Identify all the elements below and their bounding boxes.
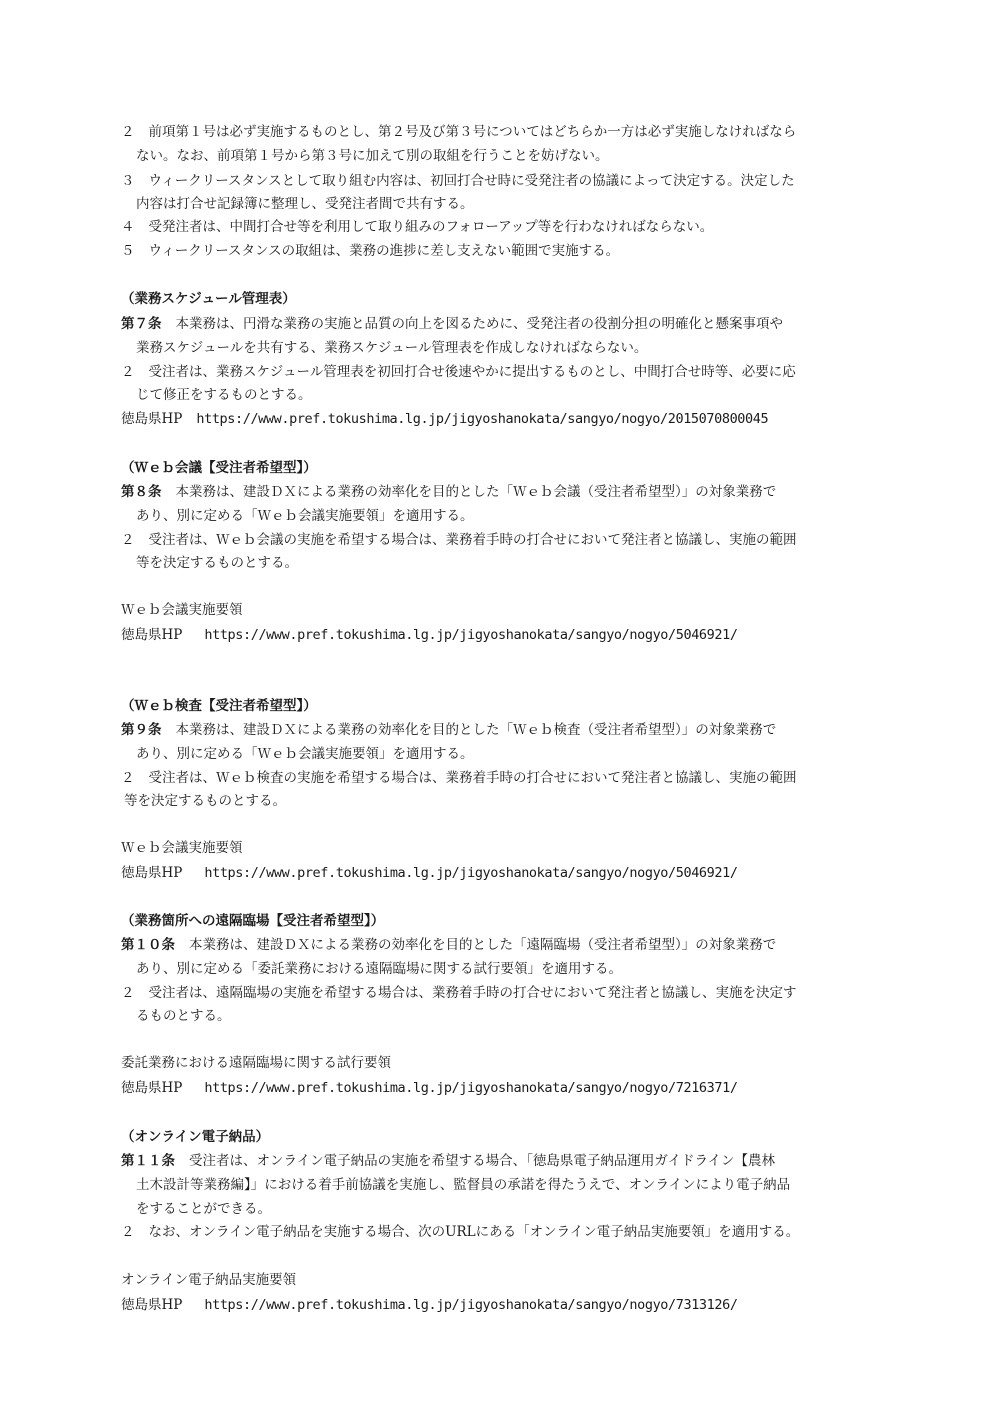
- sec7-para-2-line-2: じて修正をするものとする。: [136, 387, 312, 403]
- sec6-para-2-number: ２: [121, 124, 135, 140]
- sec11-doc-title: オンライン電子納品実施要領: [121, 1272, 297, 1288]
- sec10-para-1-line-2: あり、別に定める「委託業務における遠隔臨場に関する試行要領」を適用する。: [136, 961, 622, 977]
- sec7-para-1-text-1: 本業務は、円滑な業務の実施と品質の向上を図るために、受発注者の役割分担の明確化と懸案事項や: [175, 316, 783, 332]
- sec7-heading: （業務スケジュール管理表）: [121, 291, 296, 307]
- sec9-heading: （Ｗｅｂ検査【受注者希望型】）: [121, 698, 317, 714]
- sec8-link-line: [121, 625, 738, 645]
- sec9-para-2-number: ２: [121, 770, 135, 786]
- sec10-para-2-number: ２: [121, 985, 135, 1001]
- sec9-link-url[interactable]: https://www.pref.tokushima.lg.jp/jigyoshanokata/sangyo/nogyo/5046921/: [204, 865, 738, 881]
- sec9-para-2-text-1: 受注者は、Ｗｅｂ検査の実施を希望する場合は、業務着手時の打合せにおいて発注者と協議し、実施の範囲: [148, 770, 797, 786]
- sec8-para-1-text-1: 本業務は、建設ＤＸによる業務の効率化を目的とした「Ｗｅｂ会議（受注者希望型）」の対象業務で: [175, 484, 777, 500]
- sec8-article-number: 第８条: [121, 484, 162, 500]
- sec11-link-label: 徳島県HP: [121, 1297, 183, 1313]
- sec10-doc-title: 委託業務における遠隔臨場に関する試行要領: [121, 1055, 391, 1071]
- sec7-article-number: 第７条: [121, 316, 162, 332]
- sec9-para-1-line-1: [121, 720, 776, 740]
- sec6-para-4-line-1: [121, 217, 713, 237]
- sec11-para-1-text-1: 受注者は、オンライン電子納品の実施を希望する場合、「徳島県電子納品運用ガイドライン【農林: [189, 1153, 776, 1169]
- sec6-para-5-text-1: ウィークリースタンスの取組は、業務の進捗に差し支えない範囲で実施する。: [148, 243, 620, 259]
- sec9-article-number: 第９条: [121, 722, 162, 738]
- sec7-link-line: [121, 409, 768, 429]
- sec6-para-4-text-1: 受発注者は、中間打合せ等を利用して取り組みのフォローアップ等を行わなければならない。: [148, 219, 714, 235]
- sec7-link-label: 徳島県HP: [121, 411, 183, 427]
- sec7-para-1-line-1: [121, 314, 783, 334]
- sec6-para-2-text-1: 前項第１号は必ず実施するものとし、第２号及び第３号についてはどちらか一方は必ず実施しなければなら: [148, 124, 797, 140]
- sec6-para-5-line-1: [121, 241, 619, 261]
- sec8-para-2-number: ２: [121, 532, 135, 548]
- sec7-para-1-line-2: 業務スケジュールを共有する、業務スケジュール管理表を作成しなければならない。: [136, 340, 648, 356]
- sec11-heading: （オンライン電子納品）: [121, 1129, 270, 1145]
- sec8-para-2-line-1: [121, 530, 797, 550]
- sec10-para-2-line-2: るものとする。: [136, 1008, 231, 1024]
- sec10-article-number: 第１０条: [121, 937, 175, 953]
- sec10-para-1-line-1: [121, 935, 776, 955]
- sec6-para-3-text-1: ウィークリースタンスとして取り組む内容は、初回打合せ時に受発注者の協議によって決定する。決定した: [148, 173, 795, 189]
- sec11-para-1-line-1: [121, 1151, 775, 1171]
- sec10-para-2-line-1: [121, 983, 797, 1003]
- sec11-link-url[interactable]: https://www.pref.tokushima.lg.jp/jigyoshanokata/sangyo/nogyo/7313126/: [204, 1297, 738, 1313]
- sec9-doc-title: Ｗｅｂ会議実施要領: [121, 840, 243, 856]
- sec11-article-number: 第１１条: [121, 1153, 175, 1169]
- sec9-para-1-line-2: あり、別に定める「Ｗｅｂ会議実施要領」を適用する。: [136, 746, 474, 762]
- sec7-para-2-line-1: [121, 362, 796, 382]
- sec9-para-2-line-2: 等を決定するものとする。: [124, 793, 286, 809]
- sec11-link-line: [121, 1295, 738, 1315]
- sec10-heading: （業務箇所への遠隔臨場【受注者希望型】）: [121, 913, 385, 929]
- sec8-link-label: 徳島県HP: [121, 627, 183, 643]
- sec8-doc-title: Ｗｅｂ会議実施要領: [121, 602, 243, 618]
- sec11-para-1-line-2: 土木設計等業務編】」における着手前協議を実施し、監督員の承諾を得たうえで、オンラインにより電子納品: [136, 1177, 791, 1193]
- sec6-para-4-number: ４: [121, 219, 135, 235]
- sec9-link-line: [121, 863, 738, 883]
- sec9-link-label: 徳島県HP: [121, 865, 183, 881]
- sec10-link-url[interactable]: https://www.pref.tokushima.lg.jp/jigyoshanokata/sangyo/nogyo/7216371/: [204, 1080, 738, 1096]
- sec9-para-1-text-1: 本業務は、建設ＤＸによる業務の効率化を目的とした「Ｗｅｂ検査（受注者希望型）」の対象業務で: [175, 722, 777, 738]
- sec11-para-2-number: ２: [121, 1224, 135, 1240]
- sec8-heading: （Ｗｅｂ会議【受注者希望型】）: [121, 460, 317, 476]
- sec6-para-3-line-2: 内容は打合せ記録簿に整理し、受発注者間で共有する。: [136, 196, 474, 212]
- sec8-para-2-line-2: 等を決定するものとする。: [136, 555, 298, 571]
- sec7-link-url[interactable]: https://www.pref.tokushima.lg.jp/jigyoshanokata/sangyo/nogyo/2015070800045: [196, 411, 769, 427]
- sec11-para-1-line-3: をすることができる。: [136, 1201, 271, 1217]
- sec8-para-1-line-1: [121, 482, 776, 502]
- sec6-para-5-number: ５: [121, 243, 135, 259]
- sec6-para-2-line-2: ない。なお、前項第１号から第３号に加えて別の取組を行うことを妨げない。: [136, 148, 609, 164]
- sec10-para-2-text-1: 受注者は、遠隔臨場の実施を希望する場合は、業務着手時の打合せにおいて発注者と協議し、実施を決定す: [148, 985, 797, 1001]
- sec6-para-3-number: ３: [121, 173, 135, 189]
- sec10-link-label: 徳島県HP: [121, 1080, 183, 1096]
- sec11-para-2-text-1: なお、オンライン電子納品を実施する場合、次のURLにある「オンライン電子納品実施要領」を適用する。: [148, 1224, 800, 1240]
- sec9-para-2-line-1: [121, 768, 797, 788]
- sec6-para-2-line-1: [121, 122, 796, 142]
- sec11-para-2-line-1: [121, 1222, 799, 1242]
- sec10-para-1-text-1: 本業務は、建設ＤＸによる業務の効率化を目的とした「遠隔臨場（受注者希望型）」の対象業務で: [189, 937, 777, 953]
- sec7-para-2-number: ２: [121, 364, 135, 380]
- sec10-link-line: [121, 1078, 738, 1098]
- sec6-para-3-line-1: [121, 171, 795, 191]
- sec8-para-1-line-2: あり、別に定める「Ｗｅｂ会議実施要領」を適用する。: [136, 508, 474, 524]
- sec7-para-2-text-1: 受注者は、業務スケジュール管理表を初回打合せ後速やかに提出するものとし、中間打合せ時等、必要に応: [148, 364, 796, 380]
- sec8-para-2-text-1: 受注者は、Ｗｅｂ会議の実施を希望する場合は、業務着手時の打合せにおいて発注者と協議し、実施の範囲: [148, 532, 797, 548]
- sec8-link-url[interactable]: https://www.pref.tokushima.lg.jp/jigyoshanokata/sangyo/nogyo/5046921/: [204, 627, 738, 643]
